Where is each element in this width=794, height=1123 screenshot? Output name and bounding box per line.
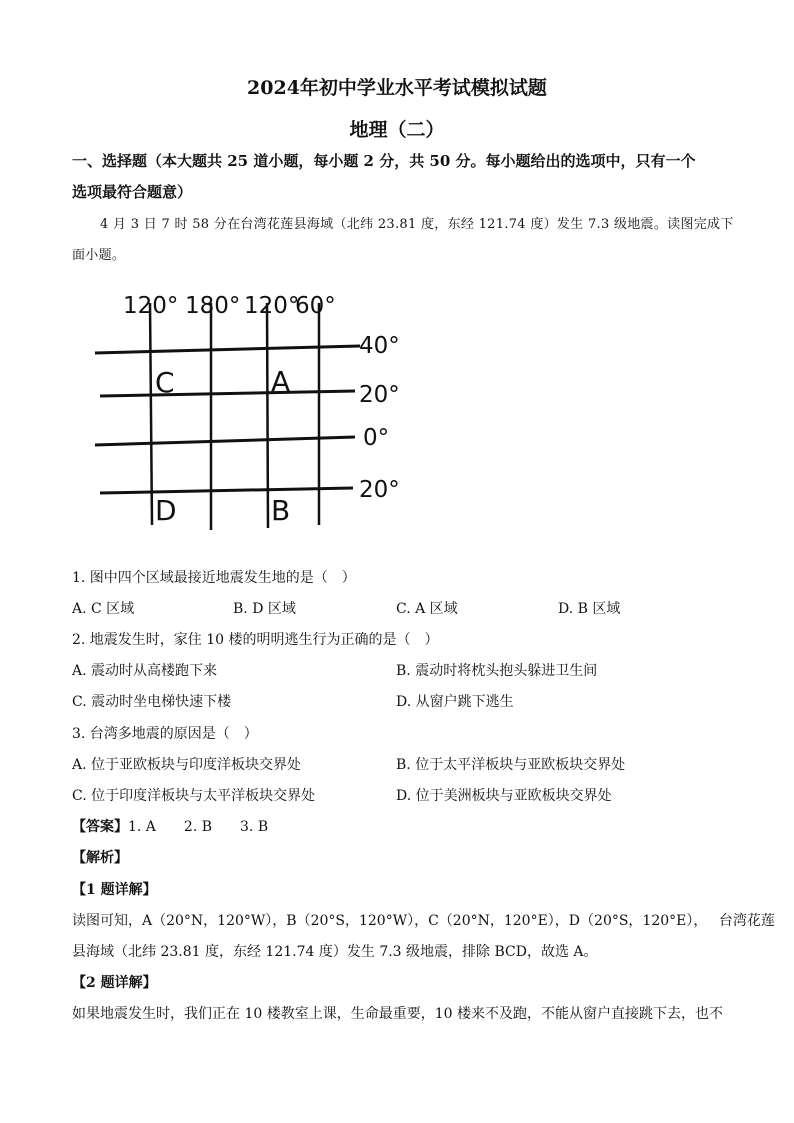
latitude-line	[100, 488, 353, 493]
question-1-option-a: A. C 区域	[72, 601, 135, 617]
question-2-option-d: D. 从窗户跳下逃生	[396, 694, 514, 710]
region-label-c: C	[155, 366, 175, 399]
question-2-stem: 2. 地震发生时，家住 10 楼的明明逃生行为正确的是（ ）	[72, 632, 439, 648]
section-heading-line1: 一、选择题（本大题共 25 道小题，每小题 2 分，共 50 分。每小题给出的选项中，只有一个	[72, 152, 696, 170]
intro-line2: 面小题。	[72, 248, 126, 263]
lat-label: 40°	[359, 333, 400, 359]
question-1-option-c: C. A 区域	[396, 601, 458, 617]
question-3-option-d: D. 位于美洲板块与亚欧板块交界处	[396, 788, 612, 804]
question-3-option-c: C. 位于印度洋板块与太平洋板块交界处	[72, 788, 316, 804]
question-1-option-d: D. B 区域	[558, 601, 621, 617]
region-label-d: D	[155, 494, 177, 527]
section-heading-line2: 选项最符合题意）	[72, 183, 193, 201]
exam-title: 2024年初中学业水平考试模拟试题	[247, 77, 547, 99]
detail-1-line2: 县海域（北纬 23.81 度，东经 121.74 度）发生 7.3 级地震，排除 BCD，故选 A。	[72, 944, 598, 960]
lon-label: 180°	[185, 293, 241, 319]
lat-lon-grid-map	[85, 285, 415, 545]
intro-line1: 4 月 3 日 7 时 58 分在台湾花莲县海域（北纬 23.81 度，东经 121.74 度）发生 7.3 级地震。读图完成下	[100, 217, 734, 232]
answer-text: 1. A 2. B 3. B	[128, 819, 269, 835]
lon-label: 60°	[295, 293, 336, 319]
question-3-stem: 3. 台湾多地震的原因是（ ）	[72, 726, 258, 742]
analysis-label: 【解析】	[72, 850, 128, 866]
region-label-a: A	[271, 365, 291, 398]
region-label-b: B	[271, 494, 291, 527]
detail-2-line1: 如果地震发生时，我们正在 10 楼教室上课，生命最重要，10 楼来不及跑，不能从窗户直接跳下去，也不	[72, 1006, 723, 1022]
exam-subtitle: 地理（二）	[349, 119, 445, 141]
lat-label: 20°	[359, 477, 400, 503]
answer-label: 【答案】	[72, 819, 128, 835]
lat-label: 20°	[359, 382, 400, 408]
detail-2-label: 【2 题详解】	[72, 975, 157, 991]
question-2-option-b: B. 震动时将枕头抱头躲进卫生间	[396, 663, 598, 679]
detail-1-label: 【1 题详解】	[72, 882, 157, 898]
detail-1-line1: 读图可知，A（20°N，120°W），B（20°S，120°W），C（20°N，120°E），D（20°S，120°E）， 台湾花莲	[72, 913, 775, 929]
answer-line	[72, 816, 268, 836]
question-3-option-b: B. 位于太平洋板块与亚欧板块交界处	[396, 757, 626, 773]
lat-label: 0°	[363, 425, 390, 451]
question-1-option-b: B. D 区域	[233, 601, 296, 617]
question-2-option-c: C. 震动时坐电梯快速下楼	[72, 694, 232, 710]
latitude-line	[95, 437, 355, 445]
latitude-line	[100, 391, 355, 396]
lon-label: 120°	[244, 293, 300, 319]
question-1-stem: 1. 图中四个区域最接近地震发生地的是（ ）	[72, 570, 356, 586]
lon-label: 120°	[123, 293, 179, 319]
question-3-option-a: A. 位于亚欧板块与印度洋板块交界处	[72, 757, 302, 773]
longitude-line	[267, 303, 268, 528]
question-2-option-a: A. 震动时从高楼跑下来	[72, 663, 218, 679]
